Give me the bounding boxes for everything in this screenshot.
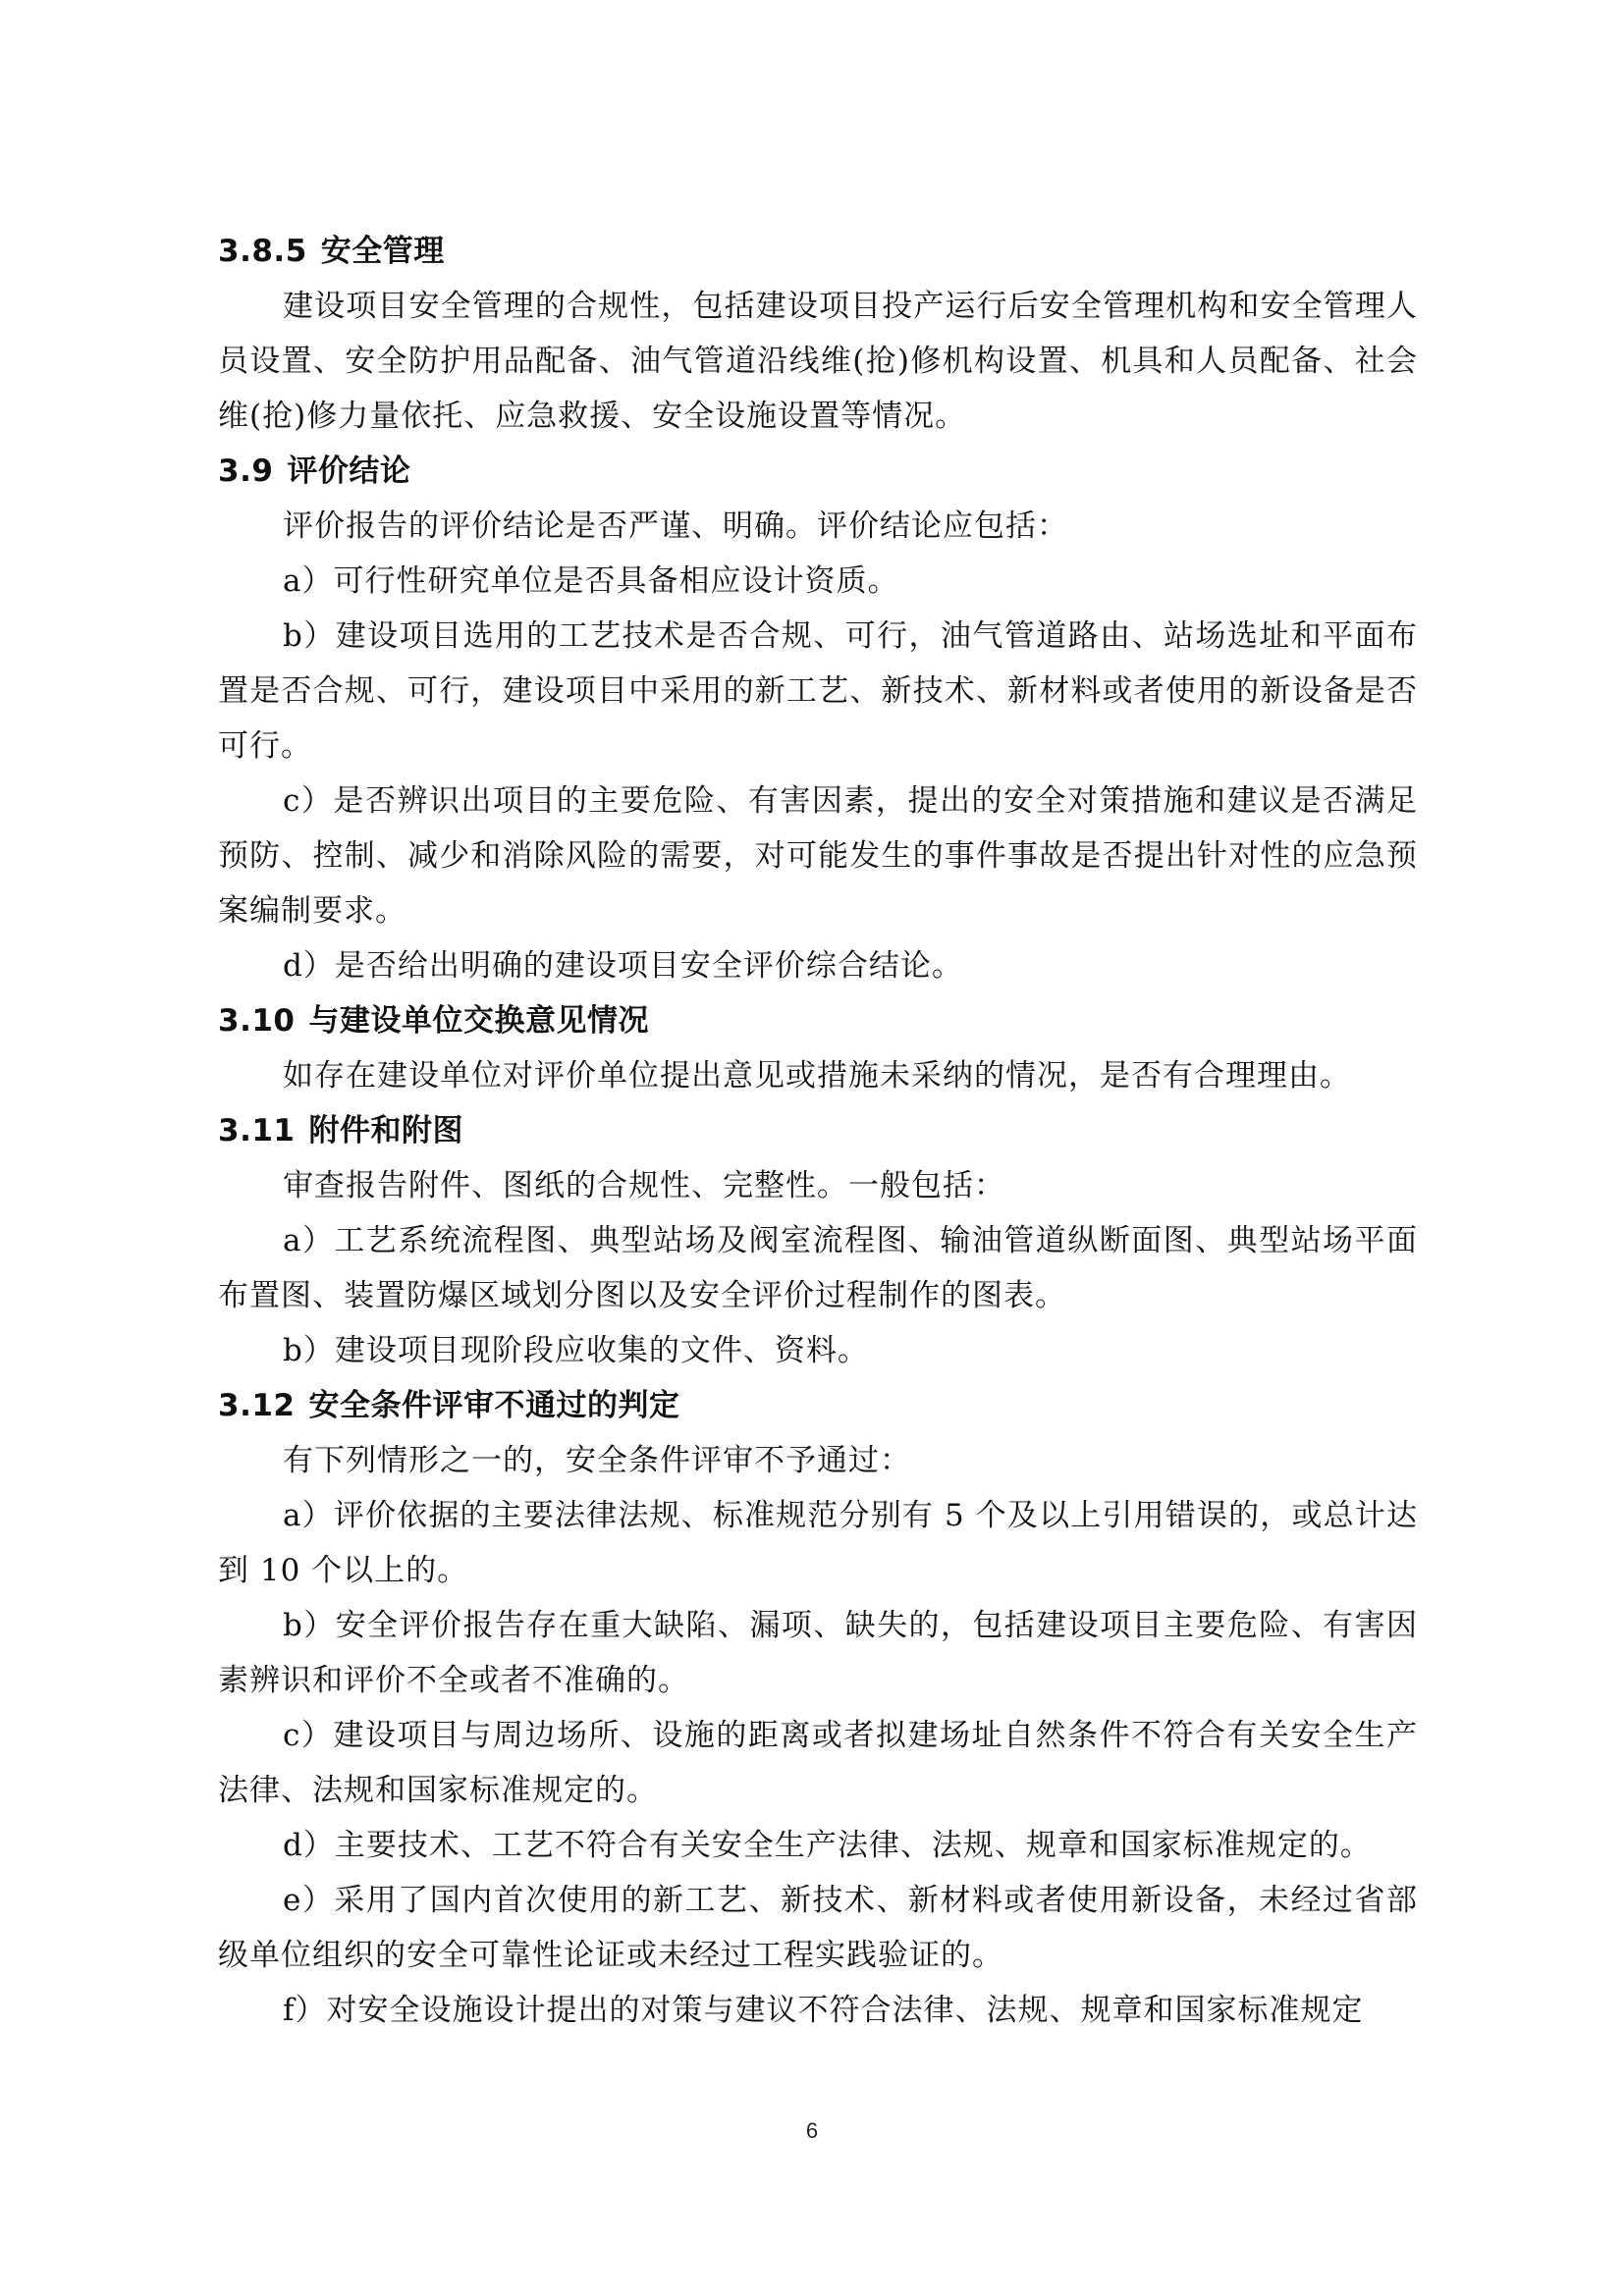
paragraph: 审查报告附件、图纸的合规性、完整性。一般包括： [283, 1168, 1005, 1203]
section-number: 3.10 [218, 1003, 296, 1039]
section-title: 安全条件评审不通过的判定 [308, 1388, 680, 1423]
section-heading-3-11 [218, 1103, 1418, 1158]
section-number: 3.11 [218, 1113, 296, 1148]
document-body [218, 224, 1418, 2038]
list-item-c: c）是否辨识出项目的主要危险、有害因素，提出的安全对策措施和建议是否满足预防、控制、减少和消除风险的需要，对可能发生的事件事故是否提出针对性的应急预案编制要求。 [218, 783, 1418, 929]
paragraph: 评价报告的评价结论是否严谨、明确。评价结论应包括： [283, 508, 1068, 544]
section-title: 安全管理 [320, 234, 445, 269]
list-item-d: d）主要技术、工艺不符合有关安全生产法律、法规、规章和国家标准规定的。 [283, 1828, 1372, 1863]
section-title: 评价结论 [287, 454, 411, 489]
paragraph: 建设项目安全管理的合规性，包括建设项目投产运行后安全管理机构和安全管理人员设置、安全防护用品配备、油气管道沿线维(抢)修机构设置、机具和人员配备、社会维(抢)修力量依托、应急救援、安全设施设置等情况。 [218, 289, 1418, 434]
list-item-f: f）对安全设施设计提出的对策与建议不符合法律、法规、规章和国家标准规定 [283, 1993, 1364, 2028]
list-item-a: a）工艺系统流程图、典型站场及阀室流程图、输油管道纵断面图、典型站场平面布置图、装置防爆区域划分图以及安全评价过程制作的图表。 [218, 1223, 1418, 1313]
section-number: 3.9 [218, 454, 274, 489]
paragraph: 如存在建设单位对评价单位提出意见或措施未采纳的情况，是否有合理理由。 [283, 1058, 1351, 1094]
section-heading-3-8-5 [218, 224, 1418, 279]
section-number: 3.8.5 [218, 234, 307, 269]
list-item-b: b）安全评价报告存在重大缺陷、漏项、缺失的，包括建设项目主要危险、有害因素辨识和评价不全或者不准确的。 [218, 1608, 1418, 1698]
list-item-b: b）建设项目选用的工艺技术是否合规、可行，油气管道路由、站场选址和平面布置是否合规、可行，建设项目中采用的新工艺、新技术、新材料或者使用的新设备是否可行。 [218, 618, 1418, 764]
page-number: 6 [805, 2118, 819, 2143]
section-heading-3-10 [218, 993, 1418, 1048]
section-heading-3-9 [218, 444, 1418, 499]
paragraph: 有下列情形之一的，安全条件评审不予通过： [283, 1443, 911, 1478]
section-heading-3-12 [218, 1378, 1418, 1433]
section-title: 附件和附图 [308, 1113, 463, 1148]
list-item-c: c）建设项目与周边场所、设施的距离或者拟建场址自然条件不符合有关安全生产法律、法规和国家标准规定的。 [218, 1718, 1418, 1808]
list-item-d: d）是否给出明确的建设项目安全评价综合结论。 [283, 948, 963, 984]
list-item-a: a）评价依据的主要法律法规、标准规范分别有 5 个及以上引用错误的，或总计达到 10 个以上的。 [218, 1498, 1418, 1588]
section-title: 与建设单位交换意见情况 [308, 1003, 649, 1039]
list-item-e: e）采用了国内首次使用的新工艺、新技术、新材料或者使用新设备，未经过省部级单位组织的安全可靠性论证或未经过工程实践验证的。 [218, 1883, 1418, 1973]
list-item-b: b）建设项目现阶段应收集的文件、资料。 [283, 1333, 869, 1368]
list-item-a: a）可行性研究单位是否具备相应设计资质。 [283, 563, 899, 599]
section-number: 3.12 [218, 1388, 296, 1423]
